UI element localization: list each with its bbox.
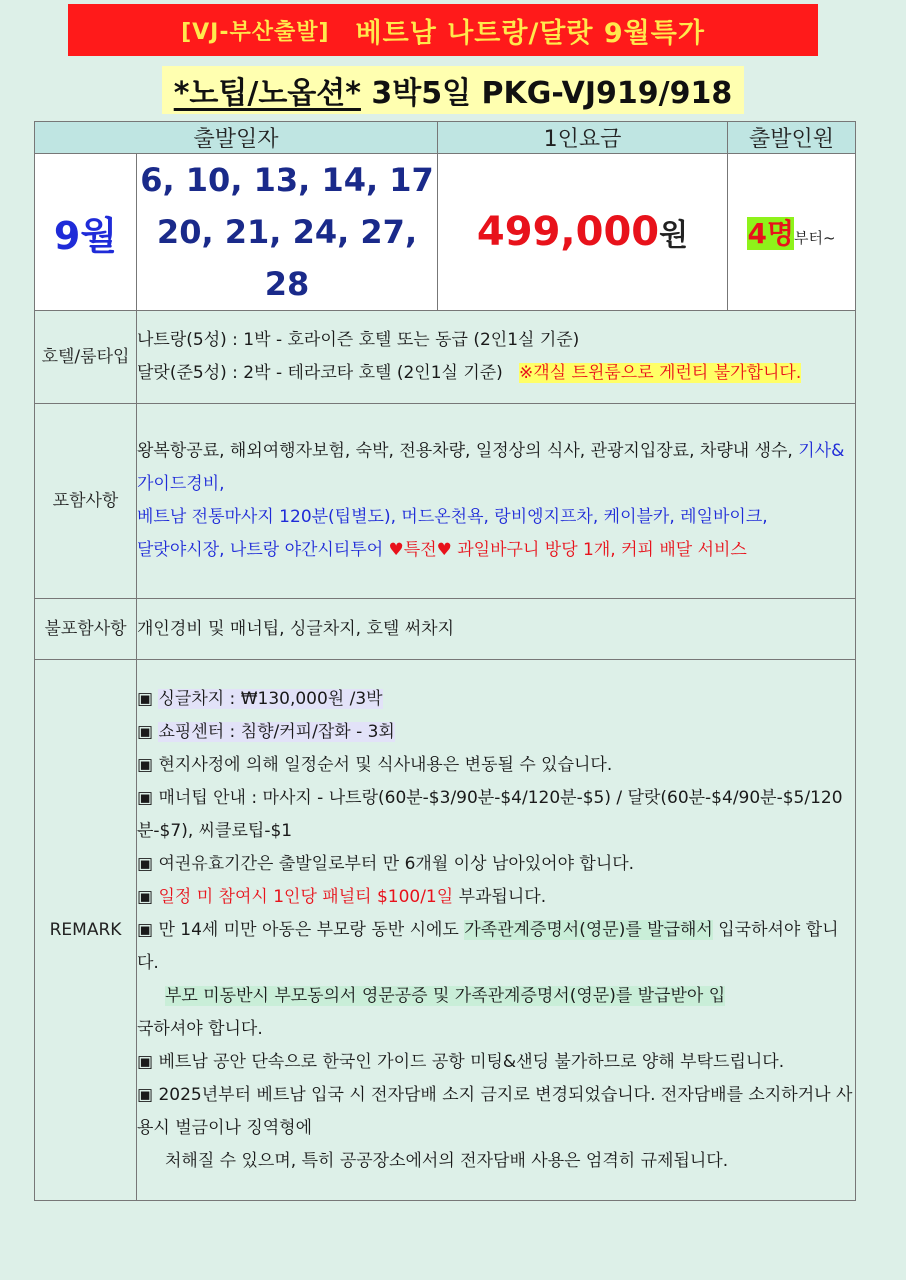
remark-item <box>137 683 855 716</box>
remark-row <box>35 660 856 1201</box>
remark-text: 매너팁 안내 : 마사지 - 나트랑(60분-$3/90분-$4/120분-$5) / 달랏(60분-$4/90분-$5/120분-$7), 씨클로팁-$1 <box>137 787 843 841</box>
remark-content <box>137 660 856 1201</box>
remark-single-charge: 싱글차지 : ₩130,000원 /3박 <box>158 688 383 709</box>
remark-item <box>137 881 855 914</box>
excluded-content: 개인경비 및 매너팁, 싱글차지, 호텔 써차지 <box>137 599 856 660</box>
hotel-content <box>137 311 856 404</box>
hotel-label: 호텔/룸타입 <box>35 311 137 404</box>
hotel-line: 나트랑(5성) : 1박 - 호라이즌 호텔 또는 동급 (2인1실 기준) <box>137 330 580 350</box>
remark-text: 2025년부터 베트남 입국 시 전자담배 소지 금지로 변경되었습니다. 전자담배를 소지하거나 사용시 벌금이나 징역형에 <box>137 1084 853 1138</box>
included-content <box>137 404 856 599</box>
remark-text: 입국하셔야 합니다. <box>137 919 839 973</box>
remark-text: 여권유효기간은 출발일로부터 만 6개월 이상 남아있어야 합니다. <box>158 853 635 874</box>
price-value: 499,000 <box>476 209 660 255</box>
banner-title: 베트남 나트랑/달랏 9월특가 <box>355 17 705 49</box>
included-label: 포함사항 <box>35 404 137 599</box>
remark-text: 부과됩니다. <box>453 886 547 907</box>
month-cell <box>35 154 137 311</box>
remark-item <box>137 782 855 848</box>
month: 9월 <box>53 213 118 258</box>
included-plain: 왕복항공료, 해외여행자보험, 숙박, 전용차량, 일정상의 식사, 관광지입장료, 차량내 생수, <box>137 441 799 461</box>
people-cell <box>728 154 856 311</box>
bullet-icon: ▣ <box>137 754 154 775</box>
header-row <box>35 122 856 154</box>
remark-text: 국하셔야 합니다. <box>137 1018 263 1039</box>
subtitle <box>162 66 745 114</box>
included-blue: 기사&가이드경비, <box>137 441 845 494</box>
days-line: 6, 10, 13, 14, 17 <box>140 161 434 199</box>
remark-item <box>137 1079 855 1145</box>
header-departure-date: 출발일자 <box>35 122 438 154</box>
tour-info-table <box>34 121 856 1201</box>
bullet-icon: ▣ <box>137 688 154 709</box>
bullet-icon: ▣ <box>137 1051 154 1072</box>
remark-shopping: 쇼핑센터 : 침향/커피/잡화 - 3회 <box>158 721 395 742</box>
remark-item <box>137 848 855 881</box>
header-min-people: 출발인원 <box>728 122 856 154</box>
hotel-note: ※객실 트윈룸으로 게런티 불가합니다. <box>519 363 802 383</box>
bullet-icon: ▣ <box>137 853 154 874</box>
remark-item <box>137 1046 855 1079</box>
remark-penalty: 일정 미 참여시 1인당 패널티 $100/1일 <box>158 886 454 907</box>
remark-highlight: 부모 미동반시 부모동의서 영문공증 및 가족관계증명서(영문)를 발급받아 입 <box>165 985 726 1006</box>
included-blue: 베트남 전통마사지 120분(팁별도), 머드온천욕, 랑비엥지프차, 케이블카, 레일바이크, <box>137 507 768 527</box>
remark-item <box>137 716 855 749</box>
remark-item <box>137 1013 855 1046</box>
remark-text: 베트남 공안 단속으로 한국인 가이드 공항 미팅&샌딩 불가하므로 양해 부탁드립니다. <box>158 1051 785 1072</box>
remark-highlight: 가족관계증명서(영문)를 발급해서 <box>464 919 713 940</box>
included-row <box>35 404 856 599</box>
bullet-icon: ▣ <box>137 919 154 940</box>
included-special: 과일바구니 방당 1개, 커피 배달 서비스 <box>451 540 747 560</box>
hotel-row <box>35 311 856 404</box>
header-price: 1인요금 <box>438 122 728 154</box>
excluded-row <box>35 599 856 660</box>
banner-tag: [VJ-부산출발] <box>181 19 330 45</box>
departure-row <box>35 154 856 311</box>
subtitle-emphasis: *노팁/노옵션* <box>173 76 361 111</box>
subtitle-product: 3박5일 PKG-VJ919/918 <box>360 76 733 111</box>
bullet-icon: ▣ <box>137 1084 154 1105</box>
bullet-icon: ▣ <box>137 787 154 808</box>
subtitle-row <box>0 66 906 114</box>
hotel-line-2 <box>137 357 855 390</box>
days-line: 20, 21, 24, 27, <box>156 213 418 251</box>
remark-label: REMARK <box>35 660 137 1201</box>
remark-item <box>137 749 855 782</box>
special-benefit-label: ♥특전♥ <box>388 540 452 560</box>
bullet-icon: ▣ <box>137 721 154 742</box>
excluded-label: 불포함사항 <box>35 599 137 660</box>
days-line: 28 <box>264 265 310 303</box>
remark-text: 처해질 수 있으며, 특히 공공장소에서의 전자담배 사용은 엄격히 규제됩니다. <box>165 1150 729 1171</box>
min-people <box>747 217 836 250</box>
min-people-suffix: 부터~ <box>794 229 836 247</box>
remark-item <box>137 980 855 1013</box>
title-banner <box>68 4 818 56</box>
remark-text: 현지사정에 의해 일정순서 및 식사내용은 변동될 수 있습니다. <box>158 754 613 775</box>
included-blue: 달랏야시장, 나트랑 야간시티투어 <box>137 540 389 560</box>
days-cell <box>137 154 438 311</box>
remark-text: 만 14세 미만 아동은 부모랑 동반 시에도 <box>158 919 465 940</box>
remark-item <box>137 1145 855 1178</box>
price-cell <box>438 154 728 311</box>
min-people-count: 4명 <box>747 217 794 250</box>
hotel-line: 달랏(준5성) : 2박 - 테라코타 호텔 (2인1실 기준) <box>137 363 503 383</box>
remark-item <box>137 914 855 980</box>
bullet-icon: ▣ <box>137 886 154 907</box>
price <box>477 209 688 255</box>
price-unit: 원 <box>659 218 689 253</box>
